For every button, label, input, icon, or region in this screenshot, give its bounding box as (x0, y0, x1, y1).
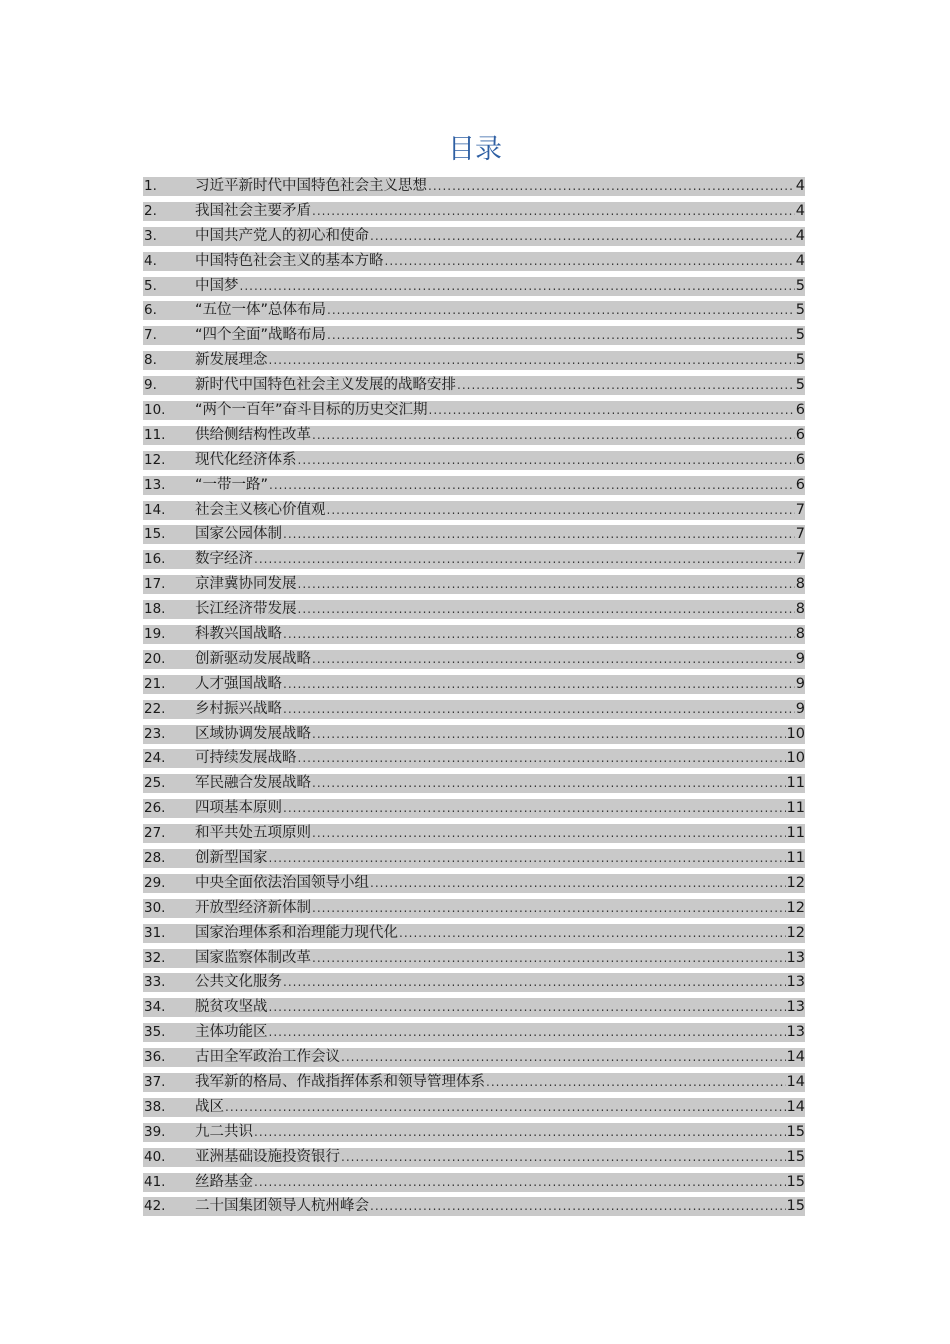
toc-entry-number: 12. (143, 451, 195, 470)
toc-entry-title: 数字经济 (195, 551, 253, 568)
toc-dot-leader (429, 401, 795, 420)
toc-entry-body (195, 949, 805, 968)
toc-dot-leader (283, 700, 795, 719)
toc-entry-page-number: 11 (786, 825, 805, 842)
toc-entry-title: 人才强国战略 (195, 675, 282, 692)
toc-entry-title: 新发展理念 (195, 352, 268, 369)
toc-entry-title: 脱贫攻坚战 (195, 999, 268, 1016)
toc-entry[interactable] (143, 896, 805, 921)
toc-entry-number: 20. (143, 650, 195, 669)
toc-entry-number: 41. (143, 1173, 195, 1192)
toc-entry-body (195, 401, 805, 420)
toc-entry-page-number: 9 (795, 700, 805, 717)
toc-entry-page-number: 5 (795, 377, 805, 394)
toc-entry-page-number: 7 (795, 551, 805, 568)
toc-entry-body (195, 749, 805, 768)
toc-entry-title: 古田全军政治工作会议 (195, 1049, 340, 1066)
toc-entry-number: 17. (143, 575, 195, 594)
toc-dot-leader (341, 1148, 786, 1167)
toc-entry-number: 9. (143, 376, 195, 395)
toc-entry-number: 11. (143, 426, 195, 445)
toc-entry-body (195, 1123, 805, 1142)
toc-entry-title: 可持续发展战略 (195, 750, 297, 767)
toc-entry[interactable] (143, 796, 805, 821)
toc-entry[interactable] (143, 1195, 805, 1220)
toc-entry-number: 29. (143, 874, 195, 893)
toc-entry-body (195, 1073, 805, 1092)
toc-entry[interactable] (143, 1020, 805, 1045)
toc-entry-body (195, 252, 805, 271)
toc-dot-leader (283, 799, 786, 818)
toc-entry-title: 丝路基金 (195, 1173, 253, 1190)
toc-entry[interactable] (143, 373, 805, 398)
toc-entry-page-number: 4 (795, 227, 805, 244)
toc-entry-title: 和平共处五项原则 (195, 825, 311, 842)
toc-entry-number: 28. (143, 849, 195, 868)
toc-entry[interactable] (143, 398, 805, 423)
toc-entry-body (195, 675, 805, 694)
toc-entry-number: 39. (143, 1123, 195, 1142)
toc-entry[interactable] (143, 547, 805, 572)
toc-dot-leader (428, 177, 795, 196)
toc-entry[interactable] (143, 274, 805, 299)
toc-entry-title: 公共文化服务 (195, 974, 282, 991)
toc-entry-title: 我军新的格局、作战指挥体系和领导管理体系 (195, 1074, 485, 1090)
toc-entry-page-number: 6 (795, 451, 805, 468)
toc-entry-body (195, 227, 805, 246)
toc-entry-body (195, 700, 805, 719)
toc-entry-page-number: 11 (786, 775, 805, 792)
toc-dot-leader (283, 675, 795, 694)
toc-entry-title: 国家监察体制改革 (195, 949, 311, 966)
toc-entry-body (195, 998, 805, 1017)
toc-entry-number: 1. (143, 177, 195, 196)
toc-entry-body (195, 824, 805, 843)
toc-entry-body (195, 1023, 805, 1042)
toc-dot-leader (269, 1023, 786, 1042)
toc-dot-leader (269, 476, 795, 495)
toc-entry[interactable] (143, 348, 805, 373)
toc-entry-body (195, 600, 805, 619)
toc-entry[interactable] (143, 846, 805, 871)
toc-dot-leader (312, 650, 795, 669)
toc-entry-title: 长江经济带发展 (195, 601, 297, 618)
toc-entry-title: 中国梦 (195, 277, 239, 294)
page-title: 目录 (448, 134, 502, 165)
toc-entry-page-number: 14 (786, 1098, 805, 1115)
toc-entry-body (195, 1148, 805, 1167)
toc-entry-title: 习近平新时代中国特色社会主义思想 (195, 177, 427, 194)
toc-entry-body (195, 550, 805, 569)
toc-entry-page-number: 4 (795, 202, 805, 219)
toc-entry-number: 14. (143, 501, 195, 520)
toc-entry-number: 3. (143, 227, 195, 246)
toc-entry-body (195, 1048, 805, 1067)
toc-entry-title: 亚洲基础设施投资银行 (195, 1148, 340, 1165)
toc-dot-leader (327, 301, 795, 320)
toc-entry[interactable] (143, 647, 805, 672)
toc-entry[interactable] (143, 224, 805, 249)
toc-entry-body (195, 1173, 805, 1192)
toc-entry-page-number: 9 (795, 650, 805, 667)
toc-entry-title: 科教兴国战略 (195, 625, 282, 642)
toc-entry-title: 供给侧结构性改革 (195, 426, 311, 443)
toc-entry-body (195, 650, 805, 669)
toc-dot-leader (312, 824, 786, 843)
toc-entry-title: 开放型经济新体制 (195, 899, 311, 916)
toc-entry[interactable] (143, 622, 805, 647)
toc-entry-body (195, 1098, 805, 1117)
toc-dot-leader (269, 849, 786, 868)
toc-entry-page-number: 13 (786, 999, 805, 1016)
toc-entry-page-number: 15 (786, 1173, 805, 1190)
toc-entry-page-number: 13 (786, 949, 805, 966)
toc-entry-number: 10. (143, 401, 195, 420)
toc-entry-page-number: 6 (795, 476, 805, 493)
toc-entry-body (195, 874, 805, 893)
toc-entry-page-number: 8 (795, 625, 805, 642)
toc-entry-page-number: 11 (786, 849, 805, 866)
toc-entry-number: 35. (143, 1023, 195, 1042)
toc-entry-number: 37. (143, 1073, 195, 1092)
toc-entry-page-number: 5 (795, 277, 805, 294)
toc-entry[interactable] (143, 921, 805, 946)
toc-entry-page-number: 6 (795, 401, 805, 418)
toc-entry-body (195, 774, 805, 793)
toc-entry-title: 军民融合发展战略 (195, 775, 311, 792)
toc-dot-leader (486, 1073, 786, 1092)
toc-entry-number: 5. (143, 277, 195, 296)
toc-entry-number: 13. (143, 476, 195, 495)
toc-entry-number: 25. (143, 774, 195, 793)
toc-entry[interactable] (143, 597, 805, 622)
toc-entry-body (195, 973, 805, 992)
toc-entry[interactable] (143, 672, 805, 697)
toc-entry[interactable] (143, 423, 805, 448)
toc-entry-body (195, 277, 805, 296)
toc-dot-leader (370, 227, 795, 246)
table-of-contents (143, 174, 805, 1219)
toc-entry-page-number: 10 (786, 725, 805, 742)
toc-dot-leader (327, 326, 795, 345)
toc-entry-body (195, 326, 805, 345)
toc-dot-leader (312, 949, 786, 968)
toc-entry-title: 区域协调发展战略 (195, 725, 311, 742)
toc-entry-page-number: 11 (786, 800, 805, 817)
toc-entry-title: 乡村振兴战略 (195, 700, 282, 717)
toc-entry-page-number: 4 (795, 177, 805, 194)
toc-entry-body (195, 575, 805, 594)
toc-entry-number: 19. (143, 625, 195, 644)
toc-dot-leader (225, 1098, 786, 1117)
toc-entry-number: 31. (143, 924, 195, 943)
toc-entry-number: 30. (143, 899, 195, 918)
toc-entry-body (195, 301, 805, 320)
toc-entry-page-number: 5 (795, 352, 805, 369)
toc-entry-title: 四项基本原则 (195, 800, 282, 817)
toc-entry-number: 2. (143, 202, 195, 221)
toc-entry-title: 京津冀协同发展 (195, 576, 297, 593)
toc-entry-body (195, 799, 805, 818)
toc-entry-number: 40. (143, 1148, 195, 1167)
toc-entry-number: 23. (143, 725, 195, 744)
toc-dot-leader (298, 600, 795, 619)
toc-entry-body (195, 351, 805, 370)
toc-entry-number: 38. (143, 1098, 195, 1117)
toc-entry-title: “四个全面”战略布局 (195, 327, 327, 344)
toc-dot-leader (312, 426, 795, 445)
toc-dot-leader (254, 1173, 786, 1192)
toc-entry-body (195, 1197, 805, 1216)
toc-entry-page-number: 8 (795, 576, 805, 593)
toc-dot-leader (312, 899, 786, 918)
toc-entry[interactable] (143, 1145, 805, 1170)
toc-entry-body (195, 725, 805, 744)
toc-entry-number: 21. (143, 675, 195, 694)
toc-entry-page-number: 12 (786, 899, 805, 916)
toc-entry-page-number: 4 (795, 252, 805, 269)
toc-entry-title: 现代化经济体系 (195, 451, 297, 468)
toc-dot-leader (341, 1048, 786, 1067)
toc-entry[interactable] (143, 199, 805, 224)
toc-entry-body (195, 476, 805, 495)
toc-entry-number: 16. (143, 550, 195, 569)
toc-entry[interactable] (143, 298, 805, 323)
toc-dot-leader (312, 202, 795, 221)
toc-dot-leader (457, 376, 795, 395)
toc-entry-page-number: 6 (795, 426, 805, 443)
toc-entry-page-number: 7 (795, 526, 805, 543)
toc-entry[interactable] (143, 1045, 805, 1070)
toc-entry-number: 22. (143, 700, 195, 719)
toc-entry-body (195, 525, 805, 544)
toc-entry-title: 九二共识 (195, 1123, 253, 1140)
toc-entry-number: 7. (143, 326, 195, 345)
toc-dot-leader (298, 575, 795, 594)
toc-entry[interactable] (143, 1170, 805, 1195)
toc-entry-page-number: 15 (786, 1123, 805, 1140)
toc-dot-leader (298, 749, 786, 768)
toc-entry-number: 6. (143, 301, 195, 320)
toc-entry-page-number: 14 (786, 1049, 805, 1066)
toc-entry[interactable] (143, 572, 805, 597)
toc-entry-page-number: 13 (786, 1024, 805, 1041)
toc-entry[interactable] (143, 249, 805, 274)
toc-entry-number: 8. (143, 351, 195, 370)
toc-entry-number: 27. (143, 824, 195, 843)
toc-entry-number: 32. (143, 949, 195, 968)
toc-entry-body (195, 501, 805, 520)
toc-entry[interactable] (143, 746, 805, 771)
toc-entry[interactable] (143, 821, 805, 846)
toc-entry-page-number: 15 (786, 1198, 805, 1215)
toc-entry-page-number: 12 (786, 924, 805, 941)
toc-entry-number: 26. (143, 799, 195, 818)
toc-entry-body (195, 899, 805, 918)
toc-entry-title: 战区 (195, 1098, 224, 1115)
toc-dot-leader (283, 625, 795, 644)
toc-dot-leader (312, 774, 786, 793)
toc-entry-page-number: 15 (786, 1148, 805, 1165)
toc-entry-number: 4. (143, 252, 195, 271)
toc-entry-page-number: 5 (795, 327, 805, 344)
toc-entry[interactable] (143, 522, 805, 547)
toc-dot-leader (254, 1123, 786, 1142)
toc-entry-number: 15. (143, 525, 195, 544)
toc-entry-page-number: 7 (795, 501, 805, 518)
toc-entry[interactable] (143, 871, 805, 896)
toc-dot-leader (269, 351, 795, 370)
toc-entry-number: 33. (143, 973, 195, 992)
toc-entry[interactable] (143, 1095, 805, 1120)
toc-entry[interactable] (143, 1070, 805, 1095)
toc-entry[interactable] (143, 174, 805, 199)
toc-entry-title: 主体功能区 (195, 1024, 268, 1041)
toc-entry-title: 我国社会主要矛盾 (195, 202, 311, 219)
toc-entry-page-number: 8 (795, 601, 805, 618)
toc-entry-title: 中国特色社会主义的基本方略 (195, 252, 384, 269)
toc-entry[interactable] (143, 771, 805, 796)
toc-entry-body (195, 177, 805, 196)
toc-entry-title: 社会主义核心价值观 (195, 501, 326, 518)
toc-entry[interactable] (143, 498, 805, 523)
toc-entry-title: 二十国集团领导人杭州峰会 (195, 1198, 369, 1215)
toc-entry-page-number: 9 (795, 675, 805, 692)
toc-entry-page-number: 10 (786, 750, 805, 767)
toc-entry-title: “五位一体”总体布局 (195, 302, 327, 319)
toc-entry-number: 34. (143, 998, 195, 1017)
toc-entry-page-number: 13 (786, 974, 805, 991)
toc-entry[interactable] (143, 473, 805, 498)
toc-entry-number: 36. (143, 1048, 195, 1067)
toc-entry-number: 18. (143, 600, 195, 619)
toc-dot-leader (283, 525, 795, 544)
toc-dot-leader (240, 277, 795, 296)
toc-entry-body (195, 625, 805, 644)
toc-entry-page-number: 5 (795, 302, 805, 319)
toc-entry[interactable] (143, 946, 805, 971)
toc-entry-number: 42. (143, 1197, 195, 1216)
toc-entry[interactable] (143, 323, 805, 348)
toc-entry[interactable] (143, 448, 805, 473)
toc-entry-title: 创新型国家 (195, 849, 268, 866)
toc-dot-leader (370, 874, 786, 893)
toc-dot-leader (370, 1197, 786, 1216)
toc-entry-body (195, 202, 805, 221)
toc-entry-body (195, 451, 805, 470)
toc-entry-title: 国家公园体制 (195, 526, 282, 543)
toc-entry-title: “两个一百年”奋斗目标的历史交汇期 (195, 401, 428, 418)
toc-entry-body (195, 376, 805, 395)
toc-entry-title: “一带一路” (195, 476, 269, 493)
toc-entry[interactable] (143, 697, 805, 722)
toc-entry-page-number: 14 (786, 1074, 805, 1090)
toc-dot-leader (327, 501, 795, 520)
toc-entry-body (195, 924, 805, 943)
toc-dot-leader (399, 924, 786, 943)
toc-entry-title: 创新驱动发展战略 (195, 650, 311, 667)
toc-entry-title: 中央全面依法治国领导小组 (195, 874, 369, 891)
toc-entry-page-number: 12 (786, 874, 805, 891)
toc-dot-leader (312, 725, 786, 744)
toc-entry-number: 24. (143, 749, 195, 768)
toc-entry-title: 新时代中国特色社会主义发展的战略安排 (195, 377, 456, 394)
toc-entry[interactable] (143, 995, 805, 1020)
toc-dot-leader (254, 550, 795, 569)
toc-entry-title: 中国共产党人的初心和使命 (195, 227, 369, 244)
toc-dot-leader (283, 973, 786, 992)
toc-entry-body (195, 849, 805, 868)
toc-dot-leader (298, 451, 795, 470)
toc-entry-title: 国家治理体系和治理能力现代化 (195, 924, 398, 941)
toc-entry[interactable] (143, 1120, 805, 1145)
toc-dot-leader (269, 998, 786, 1017)
toc-entry[interactable] (143, 722, 805, 747)
toc-entry-body (195, 426, 805, 445)
toc-entry[interactable] (143, 971, 805, 996)
toc-dot-leader (385, 252, 795, 271)
